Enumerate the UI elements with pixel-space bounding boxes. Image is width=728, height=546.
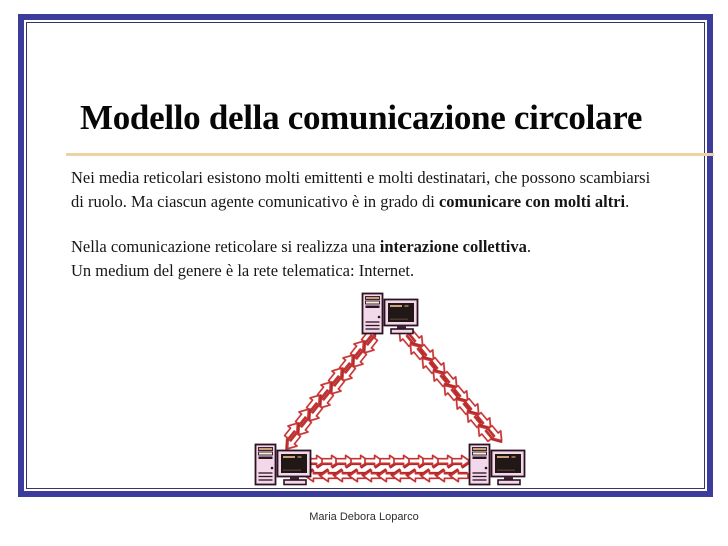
title-underline: [66, 153, 714, 156]
p1-line2-normal: di ruolo. Ma ciascun agente comunicativo è in grado di: [71, 192, 439, 211]
footer-author: Maria Debora Loparco: [309, 511, 419, 523]
slide-frame: [18, 14, 713, 497]
paragraph-1: [71, 166, 728, 214]
p1-line1: Nei media reticolari esistono molti emittenti e molti destinatari, che possono scambiarsi: [71, 168, 651, 187]
slide-title: Modello della comunicazione circolare: [80, 98, 643, 137]
p2-line2: Un medium del genere è la rete telematica: Internet.: [71, 261, 415, 280]
p1-line2-end: .: [625, 192, 630, 211]
p2-line1-normal: Nella comunicazione reticolare si realizza una: [71, 237, 380, 256]
body-text: [71, 166, 728, 283]
p2-line1-bold: interazione collettiva: [379, 237, 527, 256]
p1-line2-bold: comunicare con molti altri: [438, 192, 626, 211]
p2-line1-end: .: [526, 237, 531, 256]
paragraph-2: [71, 235, 728, 283]
